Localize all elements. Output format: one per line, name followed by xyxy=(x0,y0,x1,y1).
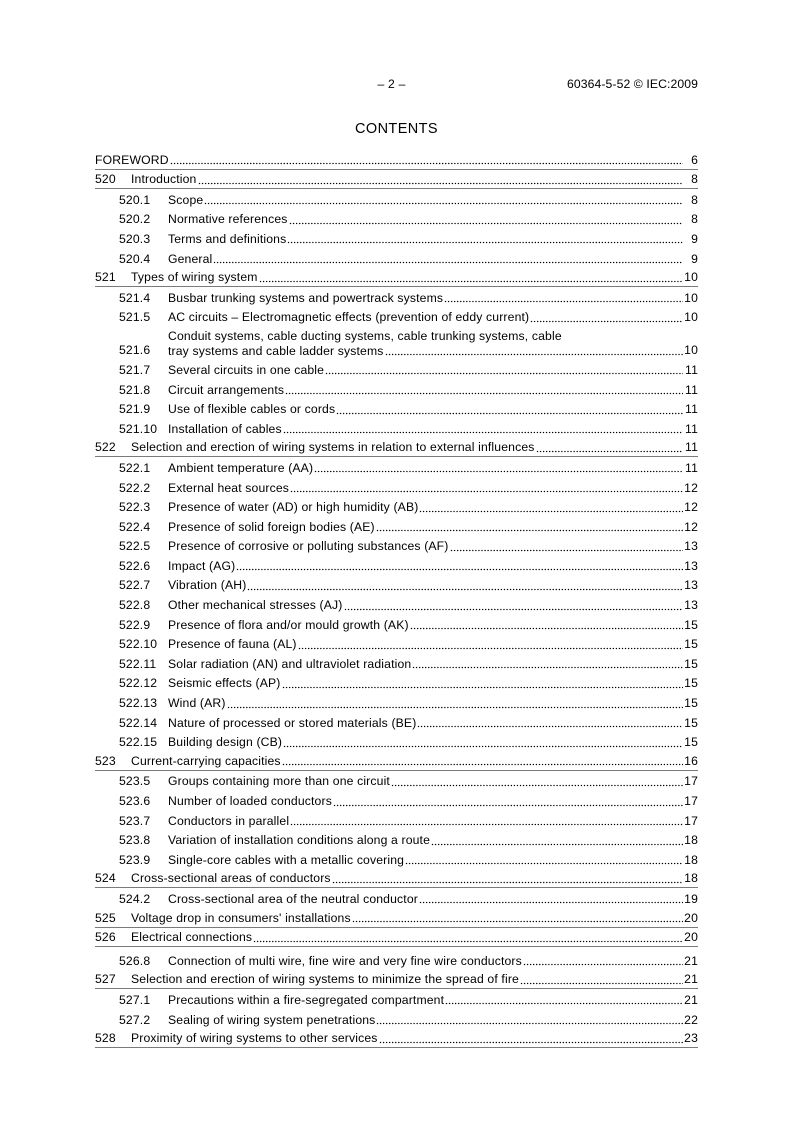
toc-entry-number: 522.5 xyxy=(119,539,151,554)
toc-clause-entry[interactable] xyxy=(95,928,698,948)
toc-entry-number: 520.4 xyxy=(119,251,151,266)
toc-entry-number: 522.15 xyxy=(119,735,158,750)
toc-subclause-entry[interactable] xyxy=(95,497,698,517)
toc-entry-title: Busbar trunking systems and powertrack systems xyxy=(168,290,444,305)
toc-entry-title: Sealing of wiring system penetrations xyxy=(168,1012,376,1027)
toc-entry-title-area xyxy=(131,972,684,987)
toc-entry-page-number: 17 xyxy=(684,774,698,789)
toc-entry-title-area xyxy=(168,1013,684,1028)
toc-entry-title-area xyxy=(168,461,684,476)
toc-entry-title: Ambient temperature (AA) xyxy=(168,460,314,475)
dot-leader xyxy=(236,559,683,574)
toc-entry-page-number: 21 xyxy=(684,972,698,987)
toc-entry-number: 521.7 xyxy=(119,362,151,377)
toc-entry-title-area xyxy=(168,520,684,535)
dot-leader xyxy=(417,716,683,731)
dot-leader xyxy=(405,853,683,868)
toc-entry-number: 522.7 xyxy=(119,578,151,593)
toc-entry-title-area xyxy=(168,291,684,306)
toc-entry-page-number: 15 xyxy=(684,617,698,632)
toc-entry-title-line2 xyxy=(168,343,684,358)
toc-entry-number: 522.10 xyxy=(119,637,158,652)
dot-leader xyxy=(379,1031,683,1046)
toc-entry-page-number: 20 xyxy=(684,930,698,945)
toc-entry-number: 521.10 xyxy=(119,421,158,436)
toc-entry-title-area xyxy=(131,754,684,769)
toc-entry-title: Circuit arrangements xyxy=(168,382,285,397)
toc-clause-entry[interactable] xyxy=(95,869,698,889)
toc-entry-page-number: 9 xyxy=(691,231,698,246)
toc-subclause-entry[interactable] xyxy=(95,575,698,595)
toc-entry-title: Proximity of wiring systems to other services xyxy=(131,1031,378,1046)
toc-entry-title: Current-carrying capacities xyxy=(131,753,281,768)
toc-entry-page-number: 20 xyxy=(684,910,698,925)
dot-leader xyxy=(282,754,683,769)
toc-entry-number: 522 xyxy=(95,440,116,455)
toc-entry-title-area xyxy=(131,172,684,187)
toc-entry-number: 527.1 xyxy=(119,992,151,1007)
toc-entry-title: Conduit systems, cable ducting systems, cable trunking systems, cable xyxy=(168,329,562,343)
toc-entry-page-number: 22 xyxy=(684,1012,698,1027)
toc-entry-number: 522.14 xyxy=(119,715,158,730)
toc-entry-number: 524 xyxy=(95,871,116,886)
toc-entry-title-area xyxy=(168,716,684,731)
toc-entry-number: 521.8 xyxy=(119,382,151,397)
toc-entry-multiline-title xyxy=(168,330,684,359)
toc-entry-page-number: 17 xyxy=(684,813,698,828)
toc-entry-title: Scope xyxy=(168,192,204,207)
toc-entry-page-number: 11 xyxy=(685,382,698,397)
toc-entry-page-number: 13 xyxy=(684,598,698,613)
toc-subclause-entry[interactable] xyxy=(95,712,698,732)
toc-entry-title: Precautions within a fire-segregated compartment xyxy=(168,992,445,1007)
toc-clause-entry[interactable] xyxy=(95,438,698,458)
dot-leader xyxy=(385,343,683,358)
toc-entry-number: 520 xyxy=(95,172,116,187)
toc-subclause-entry[interactable] xyxy=(95,673,698,693)
toc-entry-title-area xyxy=(168,794,684,809)
toc-entry-page-number: 13 xyxy=(684,539,698,554)
toc-subclause-entry[interactable] xyxy=(95,732,698,752)
dot-leader xyxy=(419,500,683,515)
toc-subclause-entry[interactable] xyxy=(95,1009,698,1029)
toc-entry-page-number: 18 xyxy=(684,852,698,867)
toc-entry-title-area xyxy=(168,383,684,398)
toc-subclause-entry[interactable] xyxy=(95,989,698,1009)
toc-entry-number: 523 xyxy=(95,753,116,768)
toc-clause-entry[interactable] xyxy=(95,268,698,288)
toc-entry-page-number: 11 xyxy=(685,440,698,455)
toc-entry-number: 523.6 xyxy=(119,794,151,808)
toc-subclause-entry[interactable] xyxy=(95,399,698,419)
toc-entry-title: Building design (CB) xyxy=(168,735,283,750)
toc-entry-number: 520.1 xyxy=(119,192,151,207)
dot-leader xyxy=(227,696,683,711)
toc-entry-title: Use of flexible cables or cords xyxy=(168,402,336,417)
toc-entry-title: Presence of fauna (AL) xyxy=(168,637,297,652)
toc-entry-title-area xyxy=(168,696,684,711)
toc-entry-page-number: 11 xyxy=(685,421,698,436)
dot-leader xyxy=(536,440,684,455)
toc-subclause-entry[interactable] xyxy=(95,634,698,654)
toc-subclause-entry[interactable] xyxy=(95,379,698,399)
dot-leader xyxy=(204,193,683,208)
toc-entry-title: Other mechanical stresses (AJ) xyxy=(168,598,343,613)
toc-entry-title-area xyxy=(131,440,684,455)
toc-entry-title-area xyxy=(131,1031,684,1046)
dot-leader xyxy=(352,911,683,926)
toc-subclause-entry[interactable] xyxy=(95,614,698,634)
toc-entry-title: Impact (AG) xyxy=(168,558,236,573)
table-of-contents xyxy=(95,150,698,1048)
toc-entry-title: Terms and definitions xyxy=(168,231,287,246)
toc-entry-number: 522.4 xyxy=(119,519,151,534)
dot-leader xyxy=(333,794,683,809)
toc-entry-number: 523.8 xyxy=(119,833,151,848)
toc-entry-title: Installation of cables xyxy=(168,421,282,436)
toc-subclause-entry[interactable] xyxy=(95,189,698,209)
toc-entry-title-area xyxy=(131,871,684,886)
toc-entry-title-area xyxy=(131,930,684,945)
toc-entry-title-area xyxy=(168,637,684,652)
dot-leader xyxy=(520,972,683,987)
toc-entry-title-area xyxy=(168,330,684,359)
toc-entry-page-number: 10 xyxy=(684,310,698,325)
toc-entry-title-area xyxy=(168,954,684,969)
toc-entry-number: 522.12 xyxy=(119,676,158,691)
toc-entry-number: 522.2 xyxy=(119,480,151,495)
toc-entry-title: Solar radiation (AN) and ultraviolet radiation xyxy=(168,656,412,671)
toc-entry-number: 527 xyxy=(95,972,116,987)
toc-entry-page-number: 15 xyxy=(684,696,698,711)
toc-entry-page-number: 12 xyxy=(684,519,698,534)
toc-subclause-entry[interactable] xyxy=(95,771,698,791)
toc-entry-title: Types of wiring system xyxy=(131,270,258,285)
dot-leader xyxy=(283,735,683,750)
dot-leader xyxy=(289,212,683,227)
toc-entry-title-area xyxy=(131,911,684,926)
toc-entry-number: 523.7 xyxy=(119,813,151,828)
toc-clause-entry[interactable] xyxy=(95,751,698,771)
dot-leader xyxy=(253,930,683,945)
toc-entry-number: 521.9 xyxy=(119,402,151,417)
toc-entry-page-number: 10 xyxy=(684,290,698,305)
dot-leader xyxy=(283,422,683,437)
toc-subclause-entry[interactable] xyxy=(95,950,698,970)
dot-leader xyxy=(198,172,684,187)
toc-entry-number: 526.8 xyxy=(119,953,151,968)
page-number: – 2 – xyxy=(377,77,406,91)
toc-entry-number: 521.4 xyxy=(119,290,151,305)
dot-leader xyxy=(450,539,684,554)
toc-clause-entry[interactable] xyxy=(95,970,698,990)
dot-leader xyxy=(287,232,683,247)
toc-entry-page-number: 21 xyxy=(684,992,698,1007)
toc-entry-title-area xyxy=(131,270,684,285)
dot-leader xyxy=(285,383,683,398)
toc-entry-title-area xyxy=(168,422,684,437)
dot-leader xyxy=(298,637,683,652)
toc-entry-title: Presence of corrosive or polluting substances (AF) xyxy=(168,539,449,554)
dot-leader xyxy=(259,270,683,285)
dot-leader xyxy=(445,993,683,1008)
dot-leader xyxy=(410,618,683,633)
toc-entry-number: 523.5 xyxy=(119,774,151,789)
toc-subclause-entry[interactable] xyxy=(95,555,698,575)
dot-leader xyxy=(170,153,683,168)
toc-entry-title-area xyxy=(168,993,684,1008)
toc-entry-title: AC circuits – Electromagnetic effects (prevention of eddy current) xyxy=(168,310,530,325)
toc-subclause-entry[interactable] xyxy=(95,228,698,248)
dot-leader xyxy=(344,598,684,613)
toc-entry-title: FOREWORD xyxy=(95,152,169,167)
dot-leader xyxy=(336,402,683,417)
dot-leader xyxy=(314,461,683,476)
toc-entry-number: 523.9 xyxy=(119,852,151,867)
toc-entry-page-number: 8 xyxy=(691,172,698,187)
toc-entry-title-area xyxy=(168,232,684,247)
toc-entry-number: 522.1 xyxy=(119,460,151,475)
toc-entry-title: Nature of processed or stored materials (BE) xyxy=(168,715,417,730)
toc-entry-title: Normative references xyxy=(168,212,288,227)
toc-clause-entry[interactable] xyxy=(95,908,698,928)
dot-leader xyxy=(332,871,683,886)
toc-subclause-entry[interactable] xyxy=(95,248,698,268)
toc-subclause-entry[interactable] xyxy=(95,287,698,307)
toc-entry-title: Wind (AR) xyxy=(168,696,226,711)
toc-entry-title-area xyxy=(168,252,684,267)
toc-entry-title-area xyxy=(168,500,684,515)
toc-entry-title: Conductors in parallel xyxy=(168,813,290,828)
dot-leader xyxy=(213,252,683,267)
dot-leader xyxy=(290,481,683,496)
toc-entry-page-number: 11 xyxy=(685,402,698,417)
toc-entry-title: Voltage drop in consumers' installations xyxy=(131,910,351,925)
dot-leader xyxy=(247,578,683,593)
toc-entry-title-area xyxy=(168,539,684,554)
toc-subclause-entry[interactable] xyxy=(95,418,698,438)
toc-entry-page-number: 21 xyxy=(684,953,698,968)
toc-entry-number: 522.8 xyxy=(119,598,151,613)
toc-entry-page-number: 8 xyxy=(691,192,698,207)
toc-subclause-entry[interactable] xyxy=(95,692,698,712)
toc-subclause-entry[interactable] xyxy=(95,594,698,614)
toc-entry-title: Introduction xyxy=(131,172,197,187)
toc-entry-title: Cross-sectional areas of conductors xyxy=(131,871,331,886)
toc-entry-number: 522.6 xyxy=(119,558,151,573)
toc-entry-page-number: 15 xyxy=(684,735,698,750)
toc-entry-page-number: 11 xyxy=(685,460,698,475)
toc-entry-title-area xyxy=(168,559,684,574)
dot-leader xyxy=(523,954,683,969)
toc-entry-page-number: 10 xyxy=(684,270,698,285)
toc-entry-title-area xyxy=(168,735,684,750)
toc-entry-title: Presence of water (AD) or high humidity (AB) xyxy=(168,500,419,515)
toc-entry-title: Presence of solid foreign bodies (AE) xyxy=(168,519,375,534)
contents-heading: CONTENTS xyxy=(355,121,438,137)
toc-entry-number: 520.2 xyxy=(119,212,151,227)
dot-leader xyxy=(530,310,683,325)
toc-entry-page-number: 15 xyxy=(684,637,698,652)
toc-subclause-entry[interactable] xyxy=(95,790,698,810)
toc-entry-page-number: 12 xyxy=(684,500,698,515)
toc-subclause-entry[interactable] xyxy=(95,307,698,327)
toc-entry-title-area xyxy=(168,481,684,496)
toc-entry-number: 520.3 xyxy=(119,231,151,246)
dot-leader xyxy=(444,291,683,306)
toc-subclause-entry[interactable] xyxy=(95,653,698,673)
toc-entry-title-area xyxy=(168,193,684,208)
toc-entry-page-number: 16 xyxy=(684,753,698,768)
dot-leader xyxy=(419,892,683,907)
toc-entry-title-area xyxy=(168,598,684,613)
toc-subclause-entry[interactable] xyxy=(95,516,698,536)
toc-entry-number: 522.3 xyxy=(119,500,151,515)
toc-entry-number: 522.11 xyxy=(119,656,157,671)
toc-entry-title-area xyxy=(168,657,684,672)
toc-entry-title-area xyxy=(168,774,684,789)
toc-subclause-entry[interactable] xyxy=(95,888,698,908)
toc-entry-title: Single-core cables with a metallic covering xyxy=(168,852,405,867)
toc-entry-number: 525 xyxy=(95,910,116,925)
toc-entry-page-number: 12 xyxy=(684,480,698,495)
toc-entry-title: Several circuits in one cable xyxy=(168,362,325,377)
toc-entry-number: 522.13 xyxy=(119,696,158,711)
toc-subclause-entry[interactable] xyxy=(95,359,698,379)
toc-entry-title-area xyxy=(168,363,684,378)
toc-subclause-entry[interactable] xyxy=(95,209,698,229)
toc-subclause-entry[interactable] xyxy=(95,810,698,830)
toc-entry-page-number: 17 xyxy=(684,794,698,808)
toc-entry-title-area xyxy=(168,402,684,417)
toc-entry-number: 528 xyxy=(95,1031,116,1046)
dot-leader xyxy=(325,363,683,378)
toc-entry-title: Groups containing more than one circuit xyxy=(168,774,390,789)
toc-entry-page-number: 8 xyxy=(691,212,698,227)
toc-entry-title: Number of loaded conductors xyxy=(168,794,332,808)
toc-entry-number: 526 xyxy=(95,930,116,945)
toc-entry-title: General xyxy=(168,251,213,266)
toc-entry-page-number: 11 xyxy=(685,362,698,377)
dot-leader xyxy=(412,657,683,672)
toc-entry-title-area xyxy=(168,618,684,633)
toc-subclause-entry[interactable] xyxy=(95,457,698,477)
toc-entry-title-area xyxy=(168,814,684,829)
toc-entry-title: Seismic effects (AP) xyxy=(168,676,281,691)
toc-entry-page-number: 13 xyxy=(684,578,698,593)
dot-leader xyxy=(431,833,683,848)
toc-entry-page-number: 15 xyxy=(684,715,698,730)
toc-entry-title: External heat sources xyxy=(168,480,290,495)
toc-entry-title-area xyxy=(168,310,684,325)
toc-entry-title: Vibration (AH) xyxy=(168,578,247,593)
dot-leader xyxy=(376,1013,683,1028)
toc-entry-title-area xyxy=(168,676,684,691)
dot-leader xyxy=(290,814,683,829)
toc-entry-number: 522.9 xyxy=(119,617,151,632)
toc-entry-title-area xyxy=(168,853,684,868)
toc-entry-page-number: 18 xyxy=(684,871,698,886)
dot-leader xyxy=(282,676,684,691)
toc-entry-page-number: 9 xyxy=(691,251,698,266)
toc-entry-title-continued: tray systems and cable ladder systems xyxy=(168,343,384,358)
toc-entry-page-number: 18 xyxy=(684,833,698,848)
toc-entry-title: Selection and erection of wiring systems to minimize the spread of fire xyxy=(131,972,519,987)
toc-entry-title: Presence of flora and/or mould growth (AK) xyxy=(168,617,409,632)
toc-entry-foreword[interactable] xyxy=(95,150,698,170)
toc-clause-entry[interactable] xyxy=(95,1029,698,1049)
toc-entry-number: 524.2 xyxy=(119,891,151,906)
toc-entry-title: Connection of multi wire, fine wire and very fine wire conductors xyxy=(168,953,522,968)
toc-subclause-entry[interactable] xyxy=(95,830,698,850)
toc-subclause-entry[interactable] xyxy=(95,477,698,497)
toc-entry-page-number: 15 xyxy=(684,656,698,671)
toc-entry-page-number: 10 xyxy=(684,343,698,358)
toc-entry-page-number: 15 xyxy=(684,676,698,691)
toc-entry-number: 527.2 xyxy=(119,1012,151,1027)
toc-entry-number: 521 xyxy=(95,270,116,285)
dot-leader xyxy=(391,774,683,789)
toc-subclause-entry[interactable] xyxy=(95,536,698,556)
toc-entry-page-number: 13 xyxy=(684,558,698,573)
toc-subclause-entry[interactable] xyxy=(95,849,698,869)
toc-entry-page-number: 6 xyxy=(691,152,698,167)
toc-entry-title-area xyxy=(168,212,684,227)
toc-entry-title-area xyxy=(95,153,684,168)
page-header xyxy=(95,77,698,93)
toc-entry-page-number: 19 xyxy=(684,891,698,906)
toc-entry-title-area xyxy=(168,892,684,907)
toc-entry-page-number: 23 xyxy=(684,1031,698,1046)
toc-subclause-entry[interactable] xyxy=(95,326,698,359)
dot-leader xyxy=(376,520,683,535)
standard-reference: 60364-5-52 © IEC:2009 xyxy=(566,77,698,91)
toc-entry-number: 521.5 xyxy=(119,310,151,325)
toc-entry-title: Selection and erection of wiring systems in relation to external influences xyxy=(131,440,535,455)
toc-entry-number: 521.6 xyxy=(119,343,151,358)
toc-entry-title: Electrical connections xyxy=(131,930,253,945)
toc-entry-title: Variation of installation conditions along a route xyxy=(168,833,431,848)
toc-entry-title-area xyxy=(168,833,684,848)
toc-clause-entry[interactable] xyxy=(95,170,698,190)
toc-entry-title: Cross-sectional area of the neutral conductor xyxy=(168,891,418,906)
toc-entry-title-area xyxy=(168,578,684,593)
